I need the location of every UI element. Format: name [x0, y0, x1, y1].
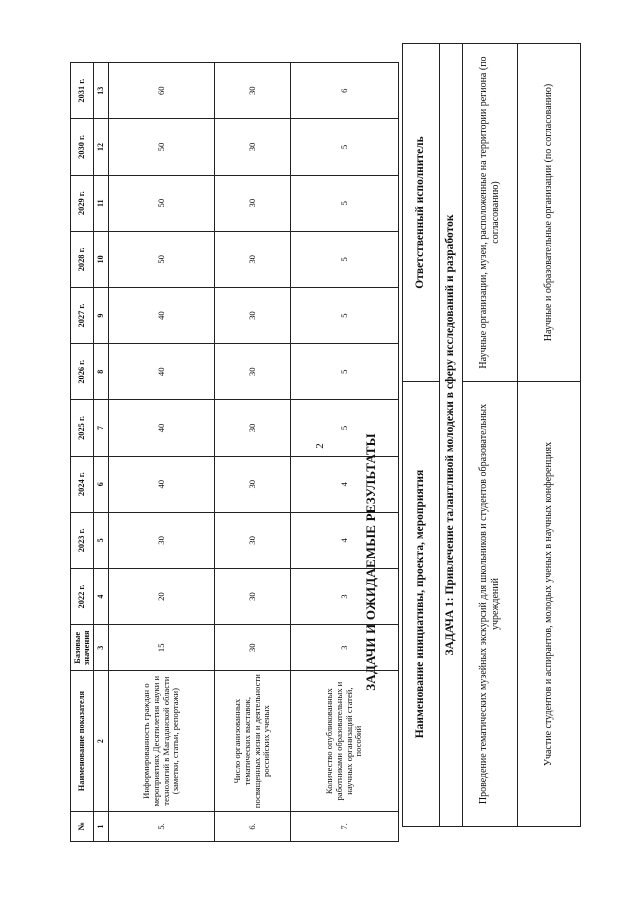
row-value: 6 — [291, 63, 399, 119]
header-year: 2024 г. — [71, 456, 94, 512]
header-year: 2029 г. — [71, 175, 94, 231]
row-value: 5 — [291, 344, 399, 400]
row-no: 6. — [215, 811, 291, 841]
row-value: 30 — [215, 175, 291, 231]
row-value: 5 — [291, 175, 399, 231]
row-value: 30 — [215, 231, 291, 287]
row-value: 30 — [215, 568, 291, 624]
row-value: 30 — [215, 456, 291, 512]
row-value: 40 — [109, 287, 215, 343]
column-number: 1 — [94, 811, 109, 841]
header-year: 2031 г. — [71, 63, 94, 119]
row-value: 60 — [109, 63, 215, 119]
initiative-name: Участие студентов и аспирантов, молодых ученых в научных конференциях — [518, 382, 581, 827]
header-initiative: Наименование инициативы, проекта, мероприятия — [403, 382, 440, 827]
task-title: ЗАДАЧА 1: Привлечение талантливой молодежи в сферу исследований и разработок — [440, 44, 463, 827]
row-value: 30 — [215, 63, 291, 119]
row-value: 50 — [109, 231, 215, 287]
table-row — [215, 63, 291, 842]
column-number: 12 — [94, 119, 109, 175]
tasks-table-container — [402, 43, 581, 827]
task-row — [440, 44, 463, 827]
initiative-executor: Научные и образовательные организации (по согласованию) — [518, 44, 581, 382]
row-value: 30 — [215, 512, 291, 568]
initiative-executor: Научные организации, музеи, расположенные на территории региона (по согласованию) — [463, 44, 518, 382]
row-value: 5 — [291, 119, 399, 175]
row-value: 3 — [291, 568, 399, 624]
row-value: 30 — [215, 119, 291, 175]
indicators-table — [70, 62, 399, 842]
column-number: 3 — [94, 625, 109, 671]
row-value: 30 — [109, 512, 215, 568]
header-executor: Ответственный исполнитель — [403, 44, 440, 382]
row-value: 5 — [291, 400, 399, 456]
row-name: Число организованных тематических выставок, посвященных жизни и деятельности российских ученых — [215, 671, 291, 812]
row-value: 40 — [109, 344, 215, 400]
header-year: 2028 г. — [71, 231, 94, 287]
row-no: 5. — [109, 811, 215, 841]
header-year: 2027 г. — [71, 287, 94, 343]
tasks-table — [402, 43, 581, 827]
row-base: 30 — [215, 625, 291, 671]
table-row — [463, 44, 518, 827]
table-row — [109, 63, 215, 842]
column-number: 11 — [94, 175, 109, 231]
column-number: 8 — [94, 344, 109, 400]
row-value: 30 — [215, 400, 291, 456]
column-number: 9 — [94, 287, 109, 343]
column-number: 2 — [94, 671, 109, 812]
header-year: 2022 г. — [71, 568, 94, 624]
row-base: 3 — [291, 625, 399, 671]
row-base: 15 — [109, 625, 215, 671]
row-value: 50 — [109, 175, 215, 231]
row-value: 4 — [291, 512, 399, 568]
column-number: 6 — [94, 456, 109, 512]
row-value: 20 — [109, 568, 215, 624]
column-number-row — [94, 63, 109, 842]
header-no: № — [71, 811, 94, 841]
indicators-table-container — [70, 62, 399, 842]
indicators-header-row — [71, 63, 94, 842]
column-number: 10 — [94, 231, 109, 287]
header-year: 2025 г. — [71, 400, 94, 456]
row-no: 7. — [291, 811, 399, 841]
table-row — [518, 44, 581, 827]
row-value: 5 — [291, 287, 399, 343]
header-year: 2026 г. — [71, 344, 94, 400]
header-year: 2023 г. — [71, 512, 94, 568]
page-number: 2 — [314, 443, 326, 449]
row-value: 30 — [215, 287, 291, 343]
row-name: Количество опубликованных работниками образовательных и научных организаций статей, пособий — [291, 671, 399, 812]
row-value: 50 — [109, 119, 215, 175]
table-row — [291, 63, 399, 842]
column-number: 13 — [94, 63, 109, 119]
tasks-header-row — [403, 44, 440, 827]
row-value: 4 — [291, 456, 399, 512]
row-value: 40 — [109, 400, 215, 456]
column-number: 5 — [94, 512, 109, 568]
header-name: Наименование показателя — [71, 671, 94, 812]
header-base: Базовые значения — [71, 625, 94, 671]
row-name: Информированность граждан о мероприятиях Десятилетия науки и технологий в Магаданской области (заметки, статьи, репортажи) — [109, 671, 215, 812]
column-number: 7 — [94, 400, 109, 456]
header-year: 2030 г. — [71, 119, 94, 175]
section-title: ЗАДАЧИ И ОЖИДАЕМЫЕ РЕЗУЛЬТАТЫ — [363, 433, 378, 691]
row-value: 40 — [109, 456, 215, 512]
column-number: 4 — [94, 568, 109, 624]
row-value: 30 — [215, 344, 291, 400]
initiative-name: Проведение тематических музейных экскурсий для школьников и студентов образовательных учреждений — [463, 382, 518, 827]
row-value: 5 — [291, 231, 399, 287]
